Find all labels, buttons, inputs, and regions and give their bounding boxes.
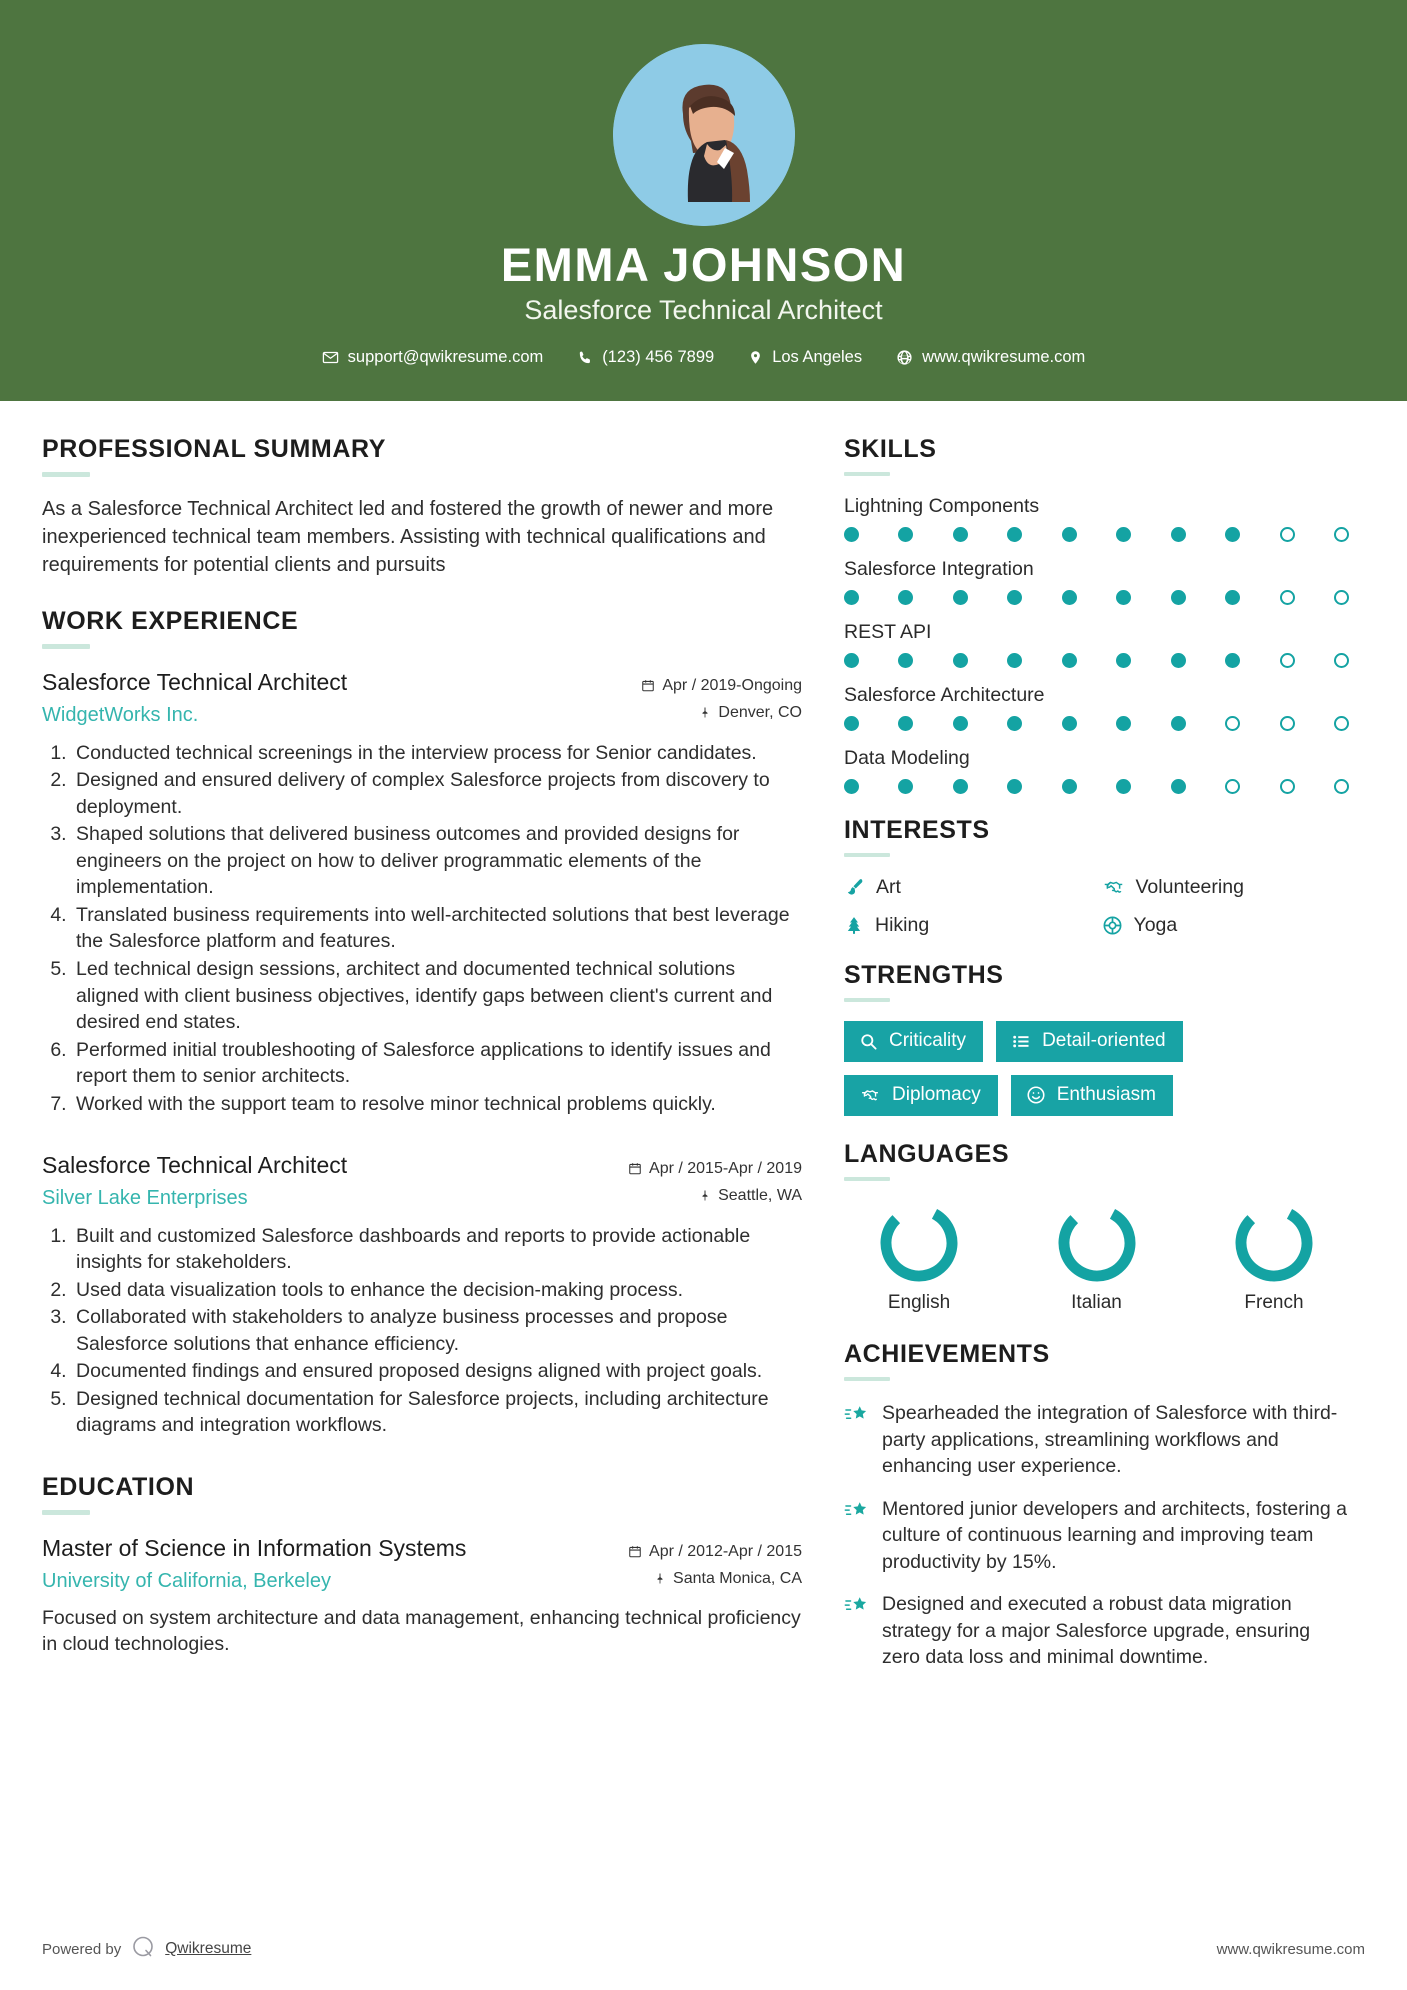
- language-item: [1199, 1200, 1349, 1314]
- handshake-icon: [859, 1086, 881, 1105]
- list-item: 2. Designed and ensured delivery of complex Salesforce projects from discovery to deployment.: [72, 767, 802, 820]
- section-heading-languages: LANGUAGES: [844, 1140, 1010, 1169]
- lotus-icon: [1102, 915, 1123, 936]
- skill-label: REST API: [844, 621, 932, 644]
- skill-dot: [1062, 716, 1077, 731]
- experience-role: Salesforce Technical Architect: [42, 1152, 348, 1179]
- experience-role: Salesforce Technical Architect: [42, 669, 348, 696]
- interest-item: [1102, 876, 1350, 899]
- section-rule: [42, 1510, 90, 1515]
- magnifier-icon: [859, 1032, 878, 1051]
- section-heading-summary: PROFESSIONAL SUMMARY: [42, 435, 386, 464]
- achievement-text: Spearheaded the integration of Salesforce with third-party applications, streamlining workflows and enhancing user experience.: [882, 1402, 1338, 1478]
- language-label: French: [1244, 1292, 1304, 1314]
- education-degree: Master of Science in Information Systems: [42, 1534, 467, 1561]
- skill-dot: [1225, 716, 1240, 731]
- education-dates: [628, 1538, 802, 1565]
- skill-dot: [844, 779, 859, 794]
- skill-label: Salesforce Architecture: [844, 684, 1045, 707]
- contact-location-text: Los Angeles: [772, 348, 863, 367]
- profile-photo-icon: [613, 44, 795, 226]
- section-languages: [844, 1140, 1349, 1314]
- skill-dot: [1007, 653, 1022, 668]
- skill-rating: [844, 716, 1349, 731]
- skill-dot: [1116, 527, 1131, 542]
- achievement-item: [844, 1400, 1349, 1480]
- experience-dates-text: Apr / 2015-Apr / 2019: [649, 1160, 802, 1178]
- skill-dot: [1062, 653, 1077, 668]
- strength-label: Criticality: [889, 1030, 967, 1052]
- education-location: [628, 1565, 802, 1592]
- contact-email-text: support@qwikresume.com: [347, 348, 544, 367]
- skill-dot: [844, 716, 859, 731]
- skill-rating: [844, 779, 1349, 794]
- skill-dot: [1334, 590, 1349, 605]
- list-item: 6. Performed initial troubleshooting of Salesforce applications to identify issues and report them to senior architects.: [72, 1037, 802, 1090]
- skill-dot: [953, 716, 968, 731]
- skill-rating: [844, 653, 1349, 668]
- skill-rating: [844, 527, 1349, 542]
- contact-location: [731, 348, 879, 367]
- section-rule: [42, 644, 90, 649]
- skill-item: [844, 621, 1349, 668]
- education-entry-header: [42, 1534, 802, 1594]
- experience-dates-text: Apr / 2019-Ongoing: [662, 677, 802, 695]
- skill-dot: [1007, 716, 1022, 731]
- skill-dot: [1334, 527, 1349, 542]
- experience-entry-left: [42, 668, 641, 728]
- skill-dot: [1062, 590, 1077, 605]
- language-donut-chart: [1022, 1200, 1172, 1286]
- list-item: 3. Shaped solutions that delivered business outcomes and provided designs for engineers on the project on how to deliver programmatic elements of the implementation.: [72, 821, 802, 901]
- map-pin-icon: [699, 1188, 711, 1203]
- skill-item: [844, 747, 1349, 794]
- calendar-icon: [628, 1544, 642, 1559]
- skill-item: [844, 684, 1349, 731]
- job-title: Salesforce Technical Architect: [524, 295, 883, 326]
- list-item: 7. Worked with the support team to resolve minor technical problems quickly.: [72, 1091, 802, 1118]
- skill-dot: [953, 653, 968, 668]
- education-entry-meta: [628, 1534, 802, 1592]
- skill-dot: [1116, 653, 1131, 668]
- calendar-icon: [628, 1161, 642, 1176]
- skill-dot: [898, 779, 913, 794]
- section-education: [42, 1473, 802, 1658]
- page-title: EMMA JOHNSON: [500, 238, 907, 291]
- section-achievements: [844, 1340, 1349, 1671]
- contact-website[interactable]: [879, 348, 1102, 367]
- skill-dot: [953, 779, 968, 794]
- experience-location: [641, 699, 802, 726]
- footer-website[interactable]: www.qwikresume.com: [1216, 1940, 1365, 1958]
- skill-dot: [1116, 716, 1131, 731]
- skill-dot: [1116, 779, 1131, 794]
- skill-label: Data Modeling: [844, 747, 970, 770]
- achievement-text: Designed and executed a robust data migration strategy for a major Salesforce upgrade, ensuring zero data loss and minimal downtime.: [882, 1593, 1311, 1669]
- skill-dot: [844, 653, 859, 668]
- language-donut-chart: [1199, 1200, 1349, 1286]
- language-item: [844, 1200, 994, 1314]
- qwikresume-logo-icon: [130, 1934, 156, 1964]
- right-column: [844, 435, 1349, 1686]
- education-entry-left: [42, 1534, 628, 1594]
- skill-dot: [1171, 779, 1186, 794]
- section-rule: [844, 998, 890, 1002]
- donut-svg: [1231, 1200, 1317, 1286]
- globe-icon: [896, 349, 913, 366]
- skill-dot: [898, 527, 913, 542]
- list-item: 1. Conducted technical screenings in the interview process for Senior candidates.: [72, 740, 802, 767]
- section-work-experience: [42, 607, 802, 1439]
- section-heading-experience: WORK EXPERIENCE: [42, 607, 299, 636]
- section-heading-achievements: ACHIEVEMENTS: [844, 1340, 1050, 1369]
- education-entry: [42, 1534, 802, 1658]
- skill-dot: [1171, 653, 1186, 668]
- interest-item: [844, 914, 1092, 937]
- education-description: Focused on system architecture and data management, enhancing technical proficiency in cloud technologies.: [42, 1606, 801, 1656]
- interests-grid: [844, 876, 1349, 937]
- skill-dot: [1007, 779, 1022, 794]
- experience-entry-header: [42, 668, 802, 728]
- experience-location: [628, 1182, 802, 1209]
- experience-organization: WidgetWorks Inc.: [42, 703, 199, 726]
- avatar: [613, 44, 795, 226]
- experience-bullets: [42, 740, 802, 1117]
- skill-dot: [898, 653, 913, 668]
- section-rule: [844, 853, 890, 857]
- education-school: University of California, Berkeley: [42, 1569, 331, 1592]
- footer-powered-by: [42, 1934, 251, 1964]
- experience-dates: [628, 1155, 802, 1182]
- skill-dot: [898, 716, 913, 731]
- languages-list: [844, 1200, 1349, 1314]
- strength-label: Diplomacy: [892, 1084, 981, 1106]
- section-heading-interests: INTERESTS: [844, 816, 990, 845]
- skill-item: [844, 495, 1349, 542]
- shooting-star-icon: [844, 1591, 869, 1617]
- strength-chip-diplomacy: [844, 1075, 998, 1116]
- skill-dot: [1225, 527, 1240, 542]
- skill-dot: [1334, 716, 1349, 731]
- left-column: [42, 435, 802, 1683]
- section-rule: [42, 472, 90, 477]
- skill-dot: [1171, 527, 1186, 542]
- list-item: 4. Documented findings and ensured proposed designs aligned with project goals.: [72, 1358, 802, 1385]
- strength-chip-enthusiasm: [1011, 1075, 1173, 1116]
- skill-dot: [1062, 779, 1077, 794]
- experience-dates: [641, 672, 802, 699]
- language-donut-chart: [844, 1200, 994, 1286]
- resume-body: [0, 401, 1407, 1686]
- paintbrush-icon: [844, 877, 865, 898]
- resume-header: [0, 0, 1407, 401]
- interest-label: Yoga: [1133, 914, 1178, 937]
- experience-entry-meta: [628, 1151, 802, 1209]
- skill-dot: [953, 527, 968, 542]
- section-rule: [844, 1177, 890, 1181]
- section-rule: [844, 1377, 890, 1381]
- achievement-item: [844, 1591, 1349, 1671]
- interest-item: [1102, 914, 1350, 937]
- skill-dot: [1062, 527, 1077, 542]
- shooting-star-icon: [844, 1496, 869, 1522]
- strengths-list: [844, 1021, 1349, 1116]
- strength-label: Enthusiasm: [1056, 1084, 1156, 1106]
- skill-dot: [1280, 716, 1295, 731]
- skill-dot: [1334, 779, 1349, 794]
- contact-email[interactable]: [305, 348, 561, 367]
- interest-label: Hiking: [875, 914, 930, 937]
- skill-dot: [1225, 653, 1240, 668]
- map-pin-icon: [699, 705, 711, 720]
- language-item: [1022, 1200, 1172, 1314]
- skill-item: [844, 558, 1349, 605]
- pine-tree-icon: [844, 915, 864, 936]
- experience-entry-header: [42, 1151, 802, 1211]
- skill-dot: [1007, 527, 1022, 542]
- section-heading-strengths: STRENGTHS: [844, 961, 1004, 990]
- experience-bullets: [42, 1223, 802, 1439]
- experience-entry: [42, 668, 802, 1117]
- skill-dot: [1280, 779, 1295, 794]
- shooting-star-icon: [844, 1400, 869, 1426]
- phone-icon: [577, 350, 593, 366]
- experience-entry-left: [42, 1151, 628, 1211]
- list-icon: [1011, 1032, 1031, 1051]
- list-item: 4. Translated business requirements into well-architected solutions that best leverage the Salesforce platform and features.: [72, 902, 802, 955]
- skill-dot: [1007, 590, 1022, 605]
- skill-label: Lightning Components: [844, 495, 1040, 518]
- map-pin-icon: [654, 1571, 666, 1586]
- experience-location-text: Denver, CO: [718, 704, 802, 722]
- skill-dot: [953, 590, 968, 605]
- location-pin-icon: [748, 349, 763, 366]
- contact-row: [0, 348, 1407, 367]
- footer: [0, 1920, 1407, 1990]
- skill-dot: [1334, 653, 1349, 668]
- skill-dot: [1280, 590, 1295, 605]
- strength-label: Detail-oriented: [1042, 1030, 1166, 1052]
- donut-svg: [1054, 1200, 1140, 1286]
- contact-website-text: www.qwikresume.com: [922, 348, 1086, 367]
- education-dates-text: Apr / 2012-Apr / 2015: [649, 1542, 802, 1560]
- strength-chip-detail-oriented: [996, 1021, 1183, 1062]
- section-skills: [844, 435, 1349, 794]
- footer-powered-by-text: Powered by: [42, 1940, 122, 1958]
- skill-dot: [844, 527, 859, 542]
- list-item: 3. Collaborated with stakeholders to analyze business processes and propose Salesforce solutions that enhance efficiency.: [72, 1304, 802, 1357]
- experience-organization: Silver Lake Enterprises: [42, 1186, 248, 1209]
- skill-dot: [1171, 590, 1186, 605]
- section-interests: [844, 816, 1349, 937]
- handshake-icon: [1102, 877, 1125, 898]
- calendar-icon: [641, 678, 655, 693]
- footer-brand-link[interactable]: Qwikresume: [165, 1940, 252, 1957]
- skill-dot: [1280, 653, 1295, 668]
- contact-phone-text: (123) 456 7899: [602, 348, 715, 367]
- list-item: 1. Built and customized Salesforce dashboards and reports to provide actionable insights for stakeholders.: [72, 1223, 802, 1276]
- language-label: Italian: [1071, 1292, 1122, 1314]
- skill-rating: [844, 590, 1349, 605]
- skill-dot: [898, 590, 913, 605]
- section-rule: [844, 472, 890, 476]
- interest-label: Volunteering: [1135, 876, 1244, 899]
- experience-entry: [42, 1151, 802, 1439]
- education-location-text: Santa Monica, CA: [673, 1570, 802, 1588]
- language-label: English: [887, 1292, 951, 1314]
- envelope-icon: [322, 349, 339, 366]
- strength-chip-criticality: [844, 1021, 983, 1062]
- list-item: 5. Designed technical documentation for Salesforce projects, including architecture diagrams and integration workflows.: [72, 1386, 802, 1439]
- section-heading-skills: SKILLS: [844, 435, 937, 464]
- skill-dot: [1225, 779, 1240, 794]
- section-heading-education: EDUCATION: [42, 1472, 195, 1501]
- contact-phone[interactable]: [560, 348, 731, 367]
- list-item: 2. Used data visualization tools to enhance the decision-making process.: [72, 1277, 802, 1304]
- achievement-item: [844, 1496, 1349, 1576]
- list-item: 5. Led technical design sessions, architect and documented technical solutions aligned with client business objectives, identify gaps between client's current and desired end states.: [72, 956, 802, 1036]
- skill-dot: [1280, 527, 1295, 542]
- skill-dot: [1171, 716, 1186, 731]
- section-strengths: [844, 961, 1349, 1116]
- skill-label: Salesforce Integration: [844, 558, 1034, 581]
- interest-item: [844, 876, 1092, 899]
- experience-entry-meta: [641, 668, 802, 726]
- skill-dot: [844, 590, 859, 605]
- summary-text: As a Salesforce Technical Architect led and fostered the growth of newer and more inexperienced technical team members. Assisting with technical qualifications and requirements for potential clients and pursuits: [42, 498, 774, 576]
- smiley-icon: [1026, 1085, 1046, 1105]
- experience-location-text: Seattle, WA: [718, 1187, 802, 1205]
- section-professional-summary: [42, 435, 802, 579]
- donut-svg: [876, 1200, 962, 1286]
- skill-dot: [1116, 590, 1131, 605]
- achievement-text: Mentored junior developers and architects, fostering a culture of continuous learning and improving team productivity by 15%.: [882, 1497, 1348, 1573]
- interest-label: Art: [876, 876, 901, 899]
- skill-dot: [1225, 590, 1240, 605]
